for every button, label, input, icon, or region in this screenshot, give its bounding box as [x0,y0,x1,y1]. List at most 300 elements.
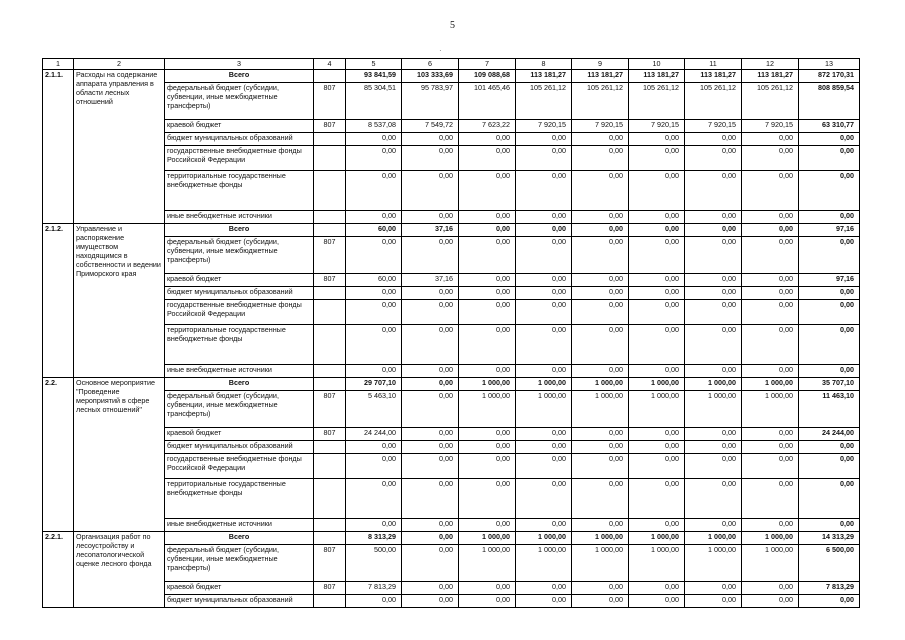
year-value: 7 623,22 [459,120,516,133]
total-value: 0,00 [799,325,860,365]
year-value: 0,00 [516,224,572,237]
gov-code [314,595,346,608]
year-value: 0,00 [346,237,402,274]
year-value: 0,00 [685,224,742,237]
year-value: 0,00 [402,237,459,274]
funding-source: государственные внебюджетные фонды Российской Федерации [165,454,314,479]
year-value: 0,00 [516,274,572,287]
year-value: 37,16 [402,274,459,287]
year-value: 8 537,08 [346,120,402,133]
total-label: Всего [165,224,314,237]
year-value: 0,00 [459,237,516,274]
year-value: 0,00 [572,479,629,519]
year-value: 0,00 [402,391,459,428]
year-value: 0,00 [346,441,402,454]
year-value: 0,00 [402,287,459,300]
year-value: 0,00 [685,519,742,532]
year-value: 0,00 [742,325,799,365]
year-value: 105 261,12 [516,83,572,120]
gov-code [314,133,346,146]
gov-code [314,287,346,300]
year-value: 0,00 [459,479,516,519]
year-value: 0,00 [742,454,799,479]
year-value: 29 707,10 [346,378,402,391]
year-value: 0,00 [402,211,459,224]
year-value: 1 000,00 [572,391,629,428]
year-value: 5 463,10 [346,391,402,428]
table-row [43,582,860,595]
year-value: 7 549,72 [402,120,459,133]
year-value: 1 000,00 [572,378,629,391]
gov-code [314,70,346,83]
year-value: 0,00 [402,582,459,595]
year-value: 0,00 [629,441,685,454]
year-value: 1 000,00 [742,378,799,391]
gov-code [314,171,346,211]
year-value: 113 181,27 [516,70,572,83]
year-value: 0,00 [516,133,572,146]
table-row [43,300,860,325]
year-value: 0,00 [459,224,516,237]
total-value: 0,00 [799,133,860,146]
year-value: 0,00 [459,582,516,595]
table-row [43,454,860,479]
funding-source: иные внебюджетные источники [165,365,314,378]
year-value: 0,00 [629,133,685,146]
year-value: 85 304,51 [346,83,402,120]
funding-source: бюджет муниципальных образований [165,133,314,146]
year-value: 0,00 [346,211,402,224]
year-value: 0,00 [516,237,572,274]
total-value: 0,00 [799,146,860,171]
year-value: 0,00 [516,428,572,441]
year-value: 0,00 [572,519,629,532]
total-value: 14 313,29 [799,532,860,545]
year-value: 0,00 [346,300,402,325]
year-value: 0,00 [516,595,572,608]
year-value: 0,00 [685,454,742,479]
stray-mark: · [439,46,442,55]
column-header: 11 [685,59,742,70]
funding-source: иные внебюджетные источники [165,211,314,224]
year-value: 0,00 [459,428,516,441]
item-number: 2.2. [43,378,74,532]
table-row [43,428,860,441]
total-label: Всего [165,378,314,391]
gov-code [314,479,346,519]
year-value: 0,00 [742,441,799,454]
gov-code: 807 [314,428,346,441]
year-value: 0,00 [685,582,742,595]
total-label: Всего [165,70,314,83]
year-value: 105 261,12 [742,83,799,120]
year-value: 0,00 [629,325,685,365]
table-row [43,479,860,519]
year-value: 0,00 [572,582,629,595]
funding-source: федеральный бюджет (субсидии, субвенции, иные межбюджетные трансферты) [165,391,314,428]
total-value: 0,00 [799,237,860,274]
total-value: 6 500,00 [799,545,860,582]
year-value: 0,00 [685,146,742,171]
year-value: 105 261,12 [685,83,742,120]
year-value: 0,00 [742,274,799,287]
year-value: 0,00 [572,325,629,365]
table-row [43,391,860,428]
year-value: 0,00 [516,365,572,378]
year-value: 0,00 [402,441,459,454]
table-row [43,211,860,224]
year-value: 109 088,68 [459,70,516,83]
funding-source: федеральный бюджет (субсидии, субвенции, иные межбюджетные трансферты) [165,237,314,274]
year-value: 93 841,59 [346,70,402,83]
year-value: 0,00 [742,519,799,532]
year-value: 0,00 [346,519,402,532]
table-row [43,171,860,211]
year-value: 0,00 [742,287,799,300]
year-value: 0,00 [572,454,629,479]
year-value: 0,00 [346,365,402,378]
year-value: 1 000,00 [685,391,742,428]
gov-code: 807 [314,274,346,287]
gov-code: 807 [314,237,346,274]
year-value: 0,00 [685,441,742,454]
year-value: 0,00 [572,224,629,237]
year-value: 0,00 [459,287,516,300]
year-value: 0,00 [629,237,685,274]
gov-code [314,300,346,325]
column-header: 12 [742,59,799,70]
year-value: 0,00 [402,545,459,582]
year-value: 1 000,00 [742,532,799,545]
table-row [43,441,860,454]
year-value: 0,00 [685,365,742,378]
table-row [43,237,860,274]
funding-source: краевой бюджет [165,582,314,595]
year-value: 1 000,00 [459,545,516,582]
year-value: 0,00 [685,300,742,325]
year-value: 0,00 [685,237,742,274]
gov-code [314,519,346,532]
year-value: 0,00 [572,441,629,454]
budget-table [42,58,860,608]
column-header: 2 [74,59,165,70]
year-value: 8 313,29 [346,532,402,545]
table-row [43,274,860,287]
year-value: 0,00 [516,287,572,300]
total-value: 0,00 [799,441,860,454]
column-header: 10 [629,59,685,70]
table-row [43,595,860,608]
funding-source: государственные внебюджетные фонды Российской Федерации [165,146,314,171]
year-value: 0,00 [459,519,516,532]
page-number: 5 [450,20,455,31]
column-header: 6 [402,59,459,70]
year-value: 0,00 [685,325,742,365]
year-value: 0,00 [572,171,629,211]
year-value: 105 261,12 [572,83,629,120]
year-value: 0,00 [402,519,459,532]
year-value: 0,00 [572,300,629,325]
column-header: 8 [516,59,572,70]
gov-code [314,146,346,171]
column-header: 7 [459,59,516,70]
year-value: 0,00 [685,428,742,441]
year-value: 0,00 [572,274,629,287]
year-value: 0,00 [516,300,572,325]
table-row [43,224,860,237]
year-value: 0,00 [629,300,685,325]
total-value: 97,16 [799,274,860,287]
year-value: 0,00 [629,171,685,211]
gov-code: 807 [314,545,346,582]
year-value: 0,00 [402,325,459,365]
year-value: 1 000,00 [629,378,685,391]
funding-source: федеральный бюджет (субсидии, субвенции, иные межбюджетные трансферты) [165,545,314,582]
year-value: 0,00 [402,365,459,378]
funding-source: иные внебюджетные источники [165,519,314,532]
year-value: 7 920,15 [629,120,685,133]
total-value: 7 813,29 [799,582,860,595]
year-value: 0,00 [459,454,516,479]
year-value: 0,00 [459,365,516,378]
year-value: 0,00 [572,133,629,146]
year-value: 0,00 [346,133,402,146]
year-value: 0,00 [685,274,742,287]
column-header: 9 [572,59,629,70]
total-value: 0,00 [799,595,860,608]
year-value: 0,00 [516,171,572,211]
year-value: 0,00 [516,441,572,454]
year-value: 0,00 [402,146,459,171]
year-value: 0,00 [685,479,742,519]
year-value: 0,00 [459,211,516,224]
year-value: 1 000,00 [629,532,685,545]
item-name: Управление и распоряжение имуществом находящимся в собственности и ведении Приморского края [74,224,165,378]
year-value: 0,00 [629,595,685,608]
year-value: 0,00 [516,211,572,224]
year-value: 0,00 [346,479,402,519]
column-header: 3 [165,59,314,70]
year-value: 113 181,27 [742,70,799,83]
funding-source: территориальные государственные внебюджетные фонды [165,479,314,519]
total-value: 11 463,10 [799,391,860,428]
year-value: 101 465,46 [459,83,516,120]
total-value: 0,00 [799,287,860,300]
year-value: 0,00 [685,287,742,300]
year-value: 0,00 [402,300,459,325]
year-value: 0,00 [402,378,459,391]
year-value: 1 000,00 [459,532,516,545]
table-row [43,519,860,532]
year-value: 0,00 [402,428,459,441]
year-value: 1 000,00 [572,532,629,545]
year-value: 60,00 [346,224,402,237]
year-value: 0,00 [402,532,459,545]
year-value: 95 783,97 [402,83,459,120]
year-value: 0,00 [742,133,799,146]
year-value: 0,00 [459,300,516,325]
table-row [43,287,860,300]
total-value: 0,00 [799,365,860,378]
funding-source: территориальные государственные внебюджетные фонды [165,325,314,365]
year-value: 1 000,00 [742,545,799,582]
year-value: 0,00 [629,582,685,595]
year-value: 7 920,15 [742,120,799,133]
year-value: 0,00 [346,325,402,365]
year-value: 0,00 [572,428,629,441]
year-value: 0,00 [685,211,742,224]
item-name: Расходы на содержание аппарата управления в области лесных отношений [74,70,165,224]
year-value: 0,00 [402,479,459,519]
year-value: 1 000,00 [742,391,799,428]
year-value: 0,00 [742,595,799,608]
year-value: 0,00 [742,211,799,224]
year-value: 0,00 [629,287,685,300]
year-value: 1 000,00 [685,545,742,582]
year-value: 0,00 [346,171,402,211]
year-value: 0,00 [459,595,516,608]
year-value: 0,00 [742,365,799,378]
year-value: 0,00 [629,428,685,441]
year-value: 0,00 [346,146,402,171]
year-value: 0,00 [459,133,516,146]
year-value: 0,00 [402,133,459,146]
funding-source: бюджет муниципальных образований [165,287,314,300]
year-value: 103 333,69 [402,70,459,83]
gov-code [314,441,346,454]
funding-source: краевой бюджет [165,120,314,133]
table-row [43,120,860,133]
total-value: 24 244,00 [799,428,860,441]
year-value: 1 000,00 [572,545,629,582]
year-value: 37,16 [402,224,459,237]
gov-code [314,224,346,237]
table-row [43,133,860,146]
funding-source: краевой бюджет [165,428,314,441]
year-value: 0,00 [742,237,799,274]
total-value: 63 310,77 [799,120,860,133]
year-value: 1 000,00 [516,378,572,391]
item-number: 2.1.1. [43,70,74,224]
year-value: 0,00 [459,171,516,211]
year-value: 105 261,12 [629,83,685,120]
year-value: 0,00 [629,454,685,479]
year-value: 0,00 [742,479,799,519]
year-value: 0,00 [629,365,685,378]
total-value: 0,00 [799,519,860,532]
total-value: 0,00 [799,171,860,211]
year-value: 0,00 [629,519,685,532]
gov-code [314,211,346,224]
year-value: 0,00 [629,479,685,519]
item-name: Основное мероприятие "Проведение мероприятий в сфере лесных отношений" [74,378,165,532]
year-value: 7 813,29 [346,582,402,595]
year-value: 1 000,00 [459,391,516,428]
table-row [43,325,860,365]
year-value: 0,00 [629,274,685,287]
year-value: 0,00 [459,146,516,171]
gov-code [314,365,346,378]
table-row [43,365,860,378]
funding-source: краевой бюджет [165,274,314,287]
year-value: 113 181,27 [572,70,629,83]
table-row [43,545,860,582]
gov-code: 807 [314,391,346,428]
total-value: 0,00 [799,454,860,479]
funding-source: бюджет муниципальных образований [165,595,314,608]
year-value: 7 920,15 [572,120,629,133]
year-value: 1 000,00 [516,545,572,582]
total-value: 35 707,10 [799,378,860,391]
total-value: 0,00 [799,300,860,325]
year-value: 0,00 [572,365,629,378]
gov-code: 807 [314,582,346,595]
year-value: 0,00 [742,428,799,441]
year-value: 1 000,00 [516,532,572,545]
table-row [43,83,860,120]
gov-code [314,378,346,391]
year-value: 1 000,00 [629,545,685,582]
year-value: 0,00 [742,146,799,171]
column-header: 13 [799,59,860,70]
year-value: 0,00 [572,146,629,171]
year-value: 0,00 [516,519,572,532]
year-value: 7 920,15 [685,120,742,133]
funding-source: территориальные государственные внебюджетные фонды [165,171,314,211]
table-row [43,378,860,391]
year-value: 60,00 [346,274,402,287]
table-row [43,146,860,171]
year-value: 0,00 [459,325,516,365]
year-value: 0,00 [459,274,516,287]
total-value: 872 170,31 [799,70,860,83]
gov-code [314,532,346,545]
year-value: 0,00 [516,479,572,519]
item-number: 2.2.1. [43,532,74,608]
column-header: 4 [314,59,346,70]
year-value: 0,00 [572,595,629,608]
year-value: 1 000,00 [685,378,742,391]
year-value: 0,00 [685,171,742,211]
year-value: 1 000,00 [459,378,516,391]
table-row [43,70,860,83]
gov-code [314,454,346,479]
year-value: 0,00 [346,287,402,300]
gov-code: 807 [314,83,346,120]
item-name: Организация работ по лесоустройству и лесопатологической оценке лесного фонда [74,532,165,608]
year-value: 0,00 [346,454,402,479]
table-row [43,532,860,545]
year-value: 0,00 [572,237,629,274]
funding-source: государственные внебюджетные фонды Российской Федерации [165,300,314,325]
year-value: 1 000,00 [516,391,572,428]
gov-code: 807 [314,120,346,133]
column-header: 1 [43,59,74,70]
funding-source: федеральный бюджет (субсидии, субвенции, иные межбюджетные трансферты) [165,83,314,120]
year-value: 0,00 [685,133,742,146]
total-label: Всего [165,532,314,545]
year-value: 0,00 [742,300,799,325]
total-value: 808 859,54 [799,83,860,120]
year-value: 7 920,15 [516,120,572,133]
year-value: 0,00 [572,211,629,224]
item-number: 2.1.2. [43,224,74,378]
year-value: 0,00 [516,454,572,479]
year-value: 0,00 [572,287,629,300]
year-value: 0,00 [629,211,685,224]
year-value: 0,00 [402,454,459,479]
total-value: 97,16 [799,224,860,237]
